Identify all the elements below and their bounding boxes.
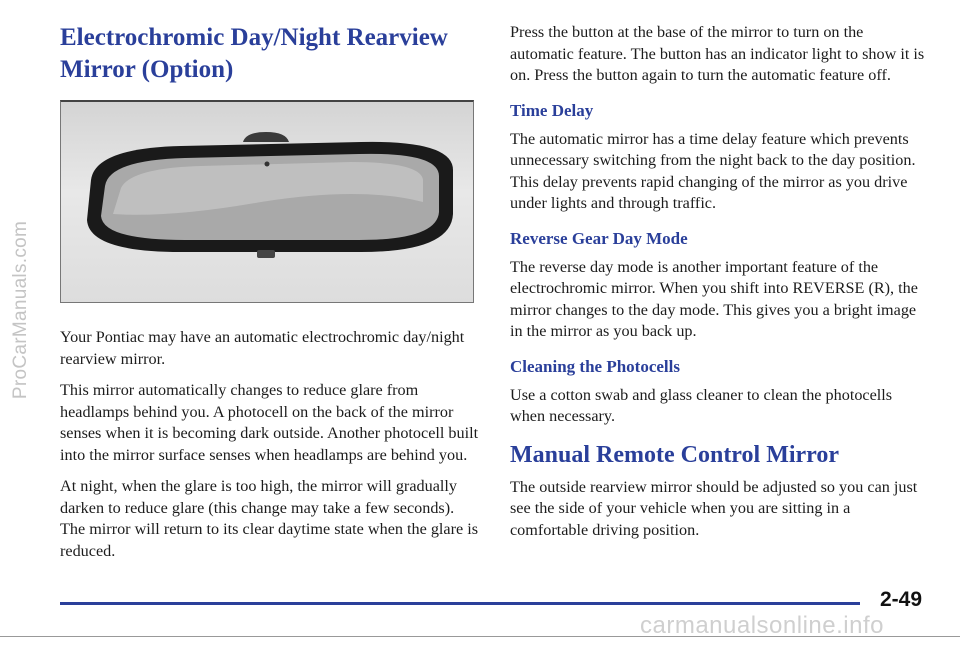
bottom-watermark: carmanualsonline.info (640, 612, 884, 639)
left-column (60, 22, 480, 572)
section-heading-reverse-gear: Reverse Gear Day Mode (510, 228, 688, 248)
section-heading-time-delay: Time Delay (510, 100, 594, 120)
rearview-mirror-icon (61, 102, 473, 302)
paragraph: Press the button at the base of the mirror to turn on the automatic feature. The button has an indicator light to show it is on. Press the button again to turn the automatic feature off. (510, 23, 925, 84)
paragraph: At night, when the glare is too high, the mirror will gradually darken to reduce glare (this change may take a few seconds). The mirror will return to its clear daytime state when the glare is reduced. (60, 477, 479, 560)
mirror-illustration (60, 100, 474, 303)
section-heading-cleaning: Cleaning the Photocells (510, 356, 680, 376)
paragraph: Your Pontiac may have an automatic electrochromic day/night rearview mirror. (60, 328, 465, 368)
page-number: 2-49 (880, 588, 923, 611)
side-watermark-text: ProCarManuals.com (10, 220, 31, 400)
paragraph: The automatic mirror has a time delay feature which prevents unnecessary switching from the night back to the day position. This delay prevents rapid changing of the mirror as you drive under lights and through traffic. (510, 129, 916, 212)
paragraph: The reverse day mode is another important feature of the electrochromic mirror. When you shift into REVERSE (R), the mirror changes to the day mode. This gives you a bright image in the mirror as you back up. (510, 257, 918, 340)
paragraph: Use a cotton swab and glass cleaner to clean the photocells when necessary. (510, 385, 893, 425)
footer-rule (60, 602, 860, 605)
side-watermark (8, 40, 34, 580)
page-title: Electrochromic Day/Night Rearview Mirror (Option) (60, 24, 448, 83)
right-column (510, 22, 930, 551)
section-heading-manual-mirror: Manual Remote Control Mirror (510, 441, 840, 468)
paragraph: This mirror automatically changes to reduce glare from headlamps behind you. A photocell on the back of the mirror senses when it is becoming dark outside. Another photocell built into the mirror surface senses when headlamps are behind you. (60, 381, 479, 464)
paragraph: The outside rearview mirror should be adjusted so you can just see the side of your vehicle when you are sitting in a comfortable driving position. (510, 477, 918, 539)
